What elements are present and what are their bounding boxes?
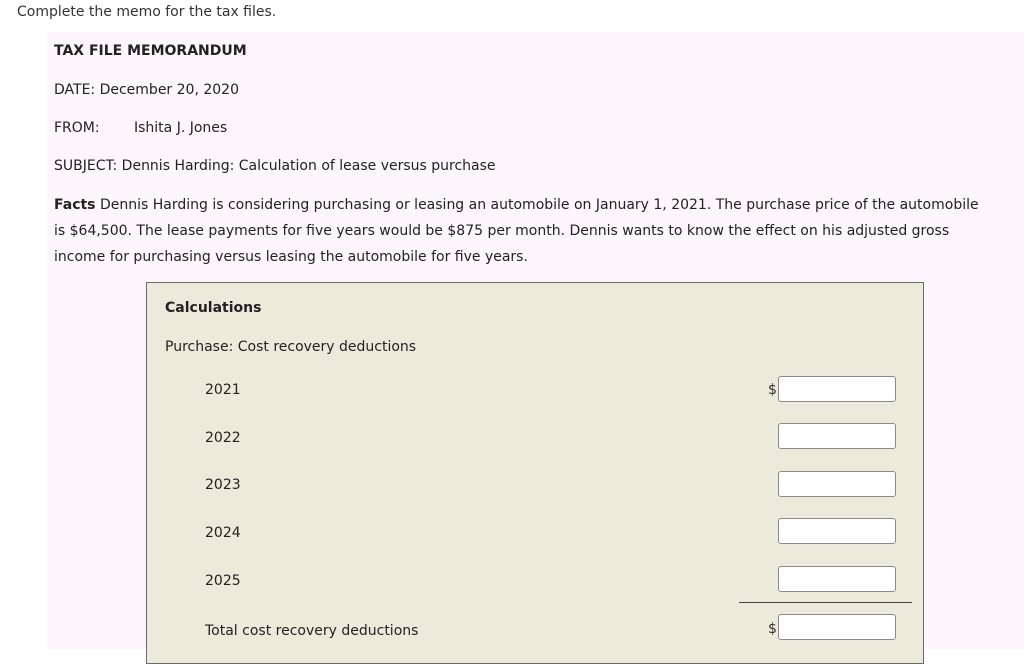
total-label: Total cost recovery deductions — [205, 623, 419, 639]
calculations-subtitle: Purchase: Cost recovery deductions — [165, 339, 417, 355]
deduction-input-2021[interactable] — [778, 376, 896, 402]
from-name: Ishita J. Jones — [134, 120, 228, 136]
from-label: FROM: — [54, 120, 100, 136]
deduction-input-2025[interactable] — [778, 566, 896, 592]
row-label-2025: 2025 — [205, 573, 241, 589]
dollar-sign-total: $ — [768, 621, 777, 637]
memo-date: DATE: December 20, 2020 — [54, 82, 239, 98]
facts-label: Facts — [54, 197, 96, 213]
deduction-input-2024[interactable] — [778, 518, 896, 544]
calculations-box — [146, 282, 924, 664]
instruction-text: Complete the memo for the tax files. — [17, 4, 277, 20]
deduction-input-2022[interactable] — [778, 423, 896, 449]
row-label-2024: 2024 — [205, 525, 241, 541]
memo-title: TAX FILE MEMORANDUM — [54, 43, 247, 59]
memo-from — [54, 120, 227, 136]
deduction-input-2023[interactable] — [778, 471, 896, 497]
dollar-sign: $ — [768, 382, 777, 398]
memo-subject: SUBJECT: Dennis Harding: Calculation of lease versus purchase — [54, 158, 496, 174]
memo-facts — [54, 192, 994, 270]
facts-text: Dennis Harding is considering purchasing or leasing an automobile on January 1, 2021. The purchase price of the automobile is $64,500. The lease payments for five years would be $875 per month. Dennis wants to know the effect on his adjusted gross income for purchasing versus leasing the automobile for five years. — [54, 197, 979, 265]
total-deductions-input[interactable] — [778, 614, 896, 640]
memo-panel — [47, 32, 1024, 649]
sum-rule-divider — [739, 602, 912, 603]
calculations-title: Calculations — [165, 300, 262, 316]
row-label-2023: 2023 — [205, 477, 241, 493]
row-label-2021: 2021 — [205, 382, 241, 398]
row-label-2022: 2022 — [205, 430, 241, 446]
